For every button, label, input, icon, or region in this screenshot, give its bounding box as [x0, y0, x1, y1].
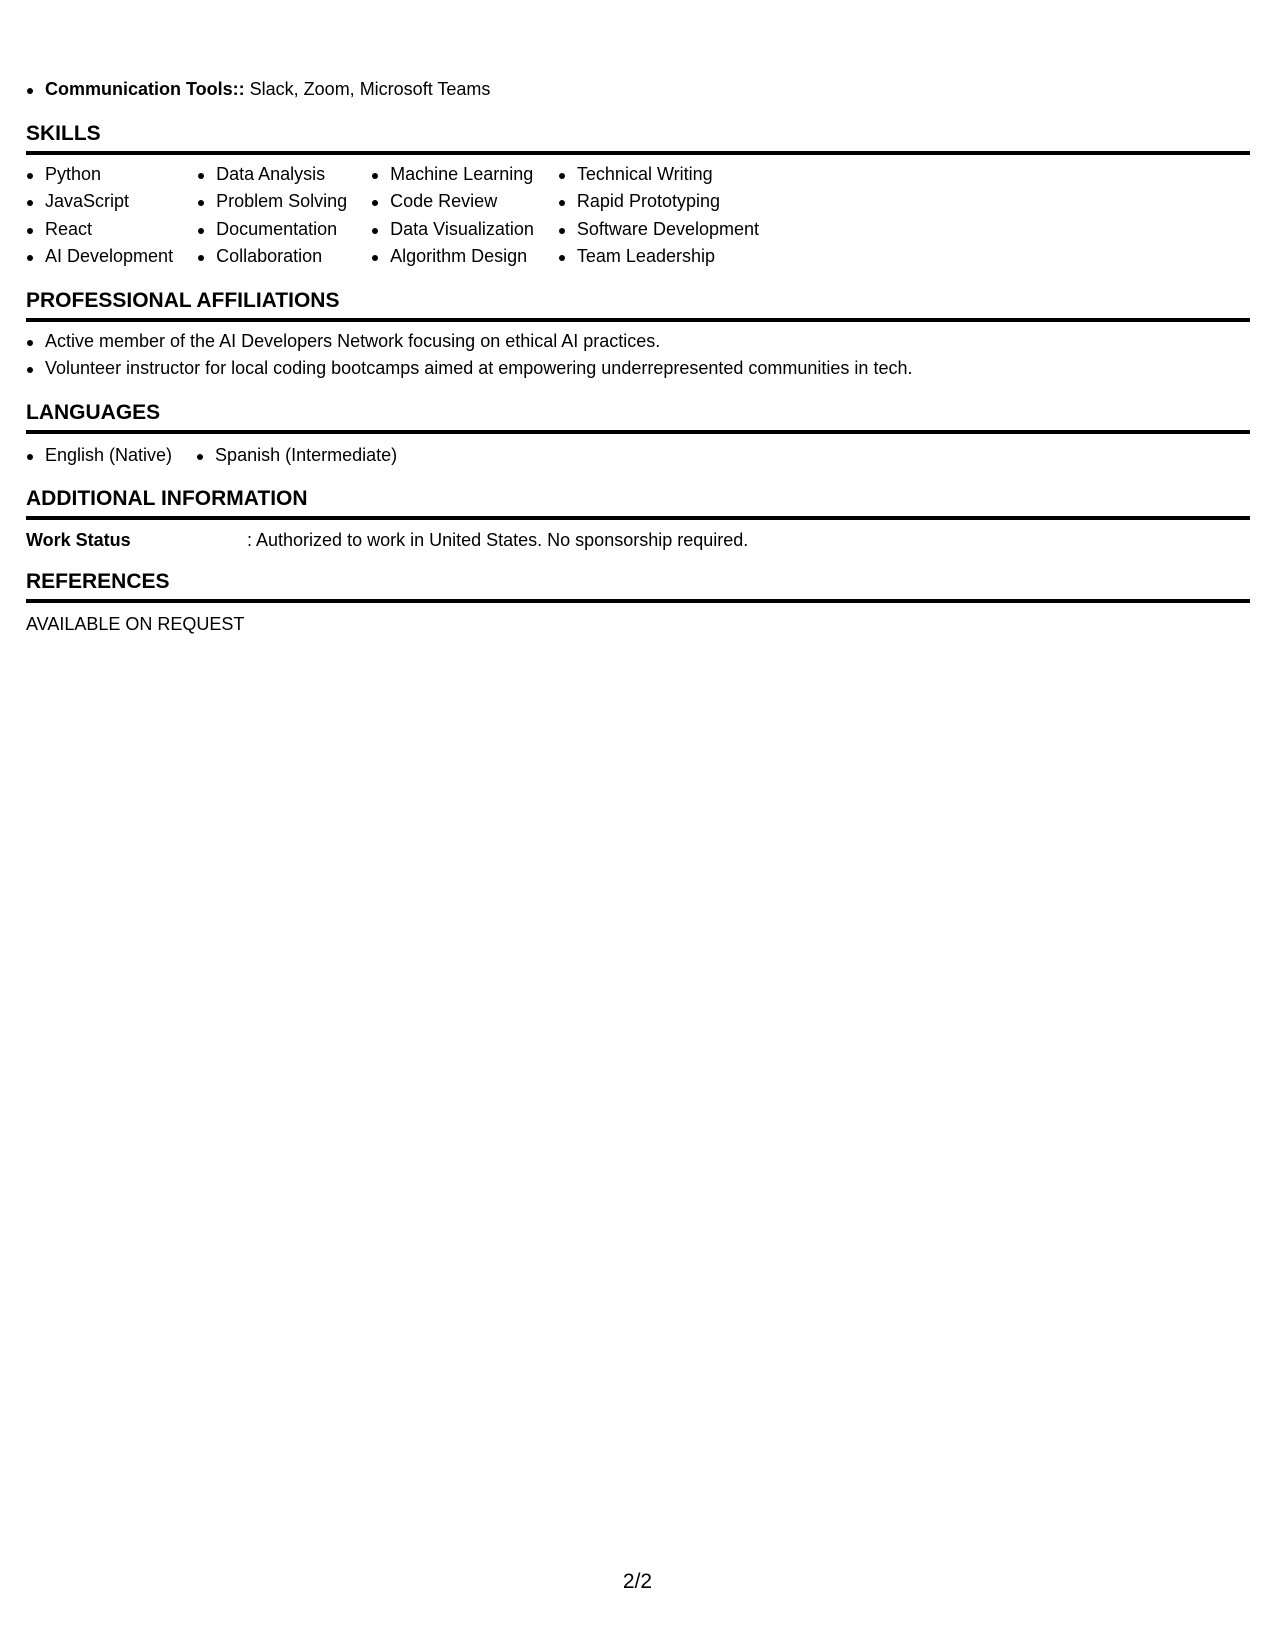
skill-item: Problem Solving: [197, 188, 347, 216]
skill-item: Python: [26, 161, 173, 189]
tools-item: [26, 76, 1250, 104]
affiliations-list: [26, 328, 1250, 383]
work-status-value: : Authorized to work in United States. No sponsorship required.: [247, 530, 749, 550]
tools-label: Communication Tools::: [45, 79, 245, 99]
references-title: REFERENCES: [26, 569, 1250, 603]
skill-item: Collaboration: [197, 243, 347, 271]
skill-item: Documentation: [197, 216, 347, 244]
skills-column-4: [558, 161, 759, 271]
page-number: 2/2: [622, 1570, 653, 1593]
languages-section: [26, 400, 1250, 470]
skills-title: SKILLS: [26, 121, 1250, 155]
affiliation-item: Active member of the AI Developers Network focusing on ethical AI practices.: [26, 328, 1250, 356]
skill-item: Algorithm Design: [371, 243, 534, 271]
skill-item: Code Review: [371, 188, 534, 216]
work-status-label: Work Status: [26, 530, 131, 550]
language-item: English (Native): [26, 442, 172, 470]
skills-section: [26, 121, 1250, 271]
skill-item: Technical Writing: [558, 161, 759, 189]
languages-list: [26, 442, 1250, 470]
skill-item: JavaScript: [26, 188, 173, 216]
affiliations-title: PROFESSIONAL AFFILIATIONS: [26, 288, 1250, 322]
affiliation-item: Volunteer instructor for local coding bootcamps aimed at empowering underrepresented communities in tech.: [26, 355, 1250, 383]
skill-item: React: [26, 216, 173, 244]
additional-info-section: [26, 486, 1250, 554]
skill-item: Data Analysis: [197, 161, 347, 189]
skill-item: Team Leadership: [558, 243, 759, 271]
skill-item: Rapid Prototyping: [558, 188, 759, 216]
skill-item: Machine Learning: [371, 161, 534, 189]
skills-column-1: [26, 161, 173, 271]
additional-info-title: ADDITIONAL INFORMATION: [26, 486, 1250, 520]
skill-item: Data Visualization: [371, 216, 534, 244]
tools-value: Slack, Zoom, Microsoft Teams: [244, 79, 491, 99]
resume-page: [26, 76, 1250, 638]
affiliations-section: [26, 288, 1250, 383]
languages-title: LANGUAGES: [26, 400, 1250, 434]
skills-column-2: [197, 161, 347, 271]
references-text: AVAILABLE ON REQUEST: [26, 614, 245, 634]
skill-item: Software Development: [558, 216, 759, 244]
tools-list: [26, 76, 1250, 104]
skills-grid: [26, 161, 1250, 271]
references-section: [26, 569, 1250, 638]
language-item: Spanish (Intermediate): [196, 442, 397, 470]
work-status-row: [26, 527, 1250, 554]
skills-column-3: [371, 161, 534, 271]
skill-item: AI Development: [26, 243, 173, 271]
